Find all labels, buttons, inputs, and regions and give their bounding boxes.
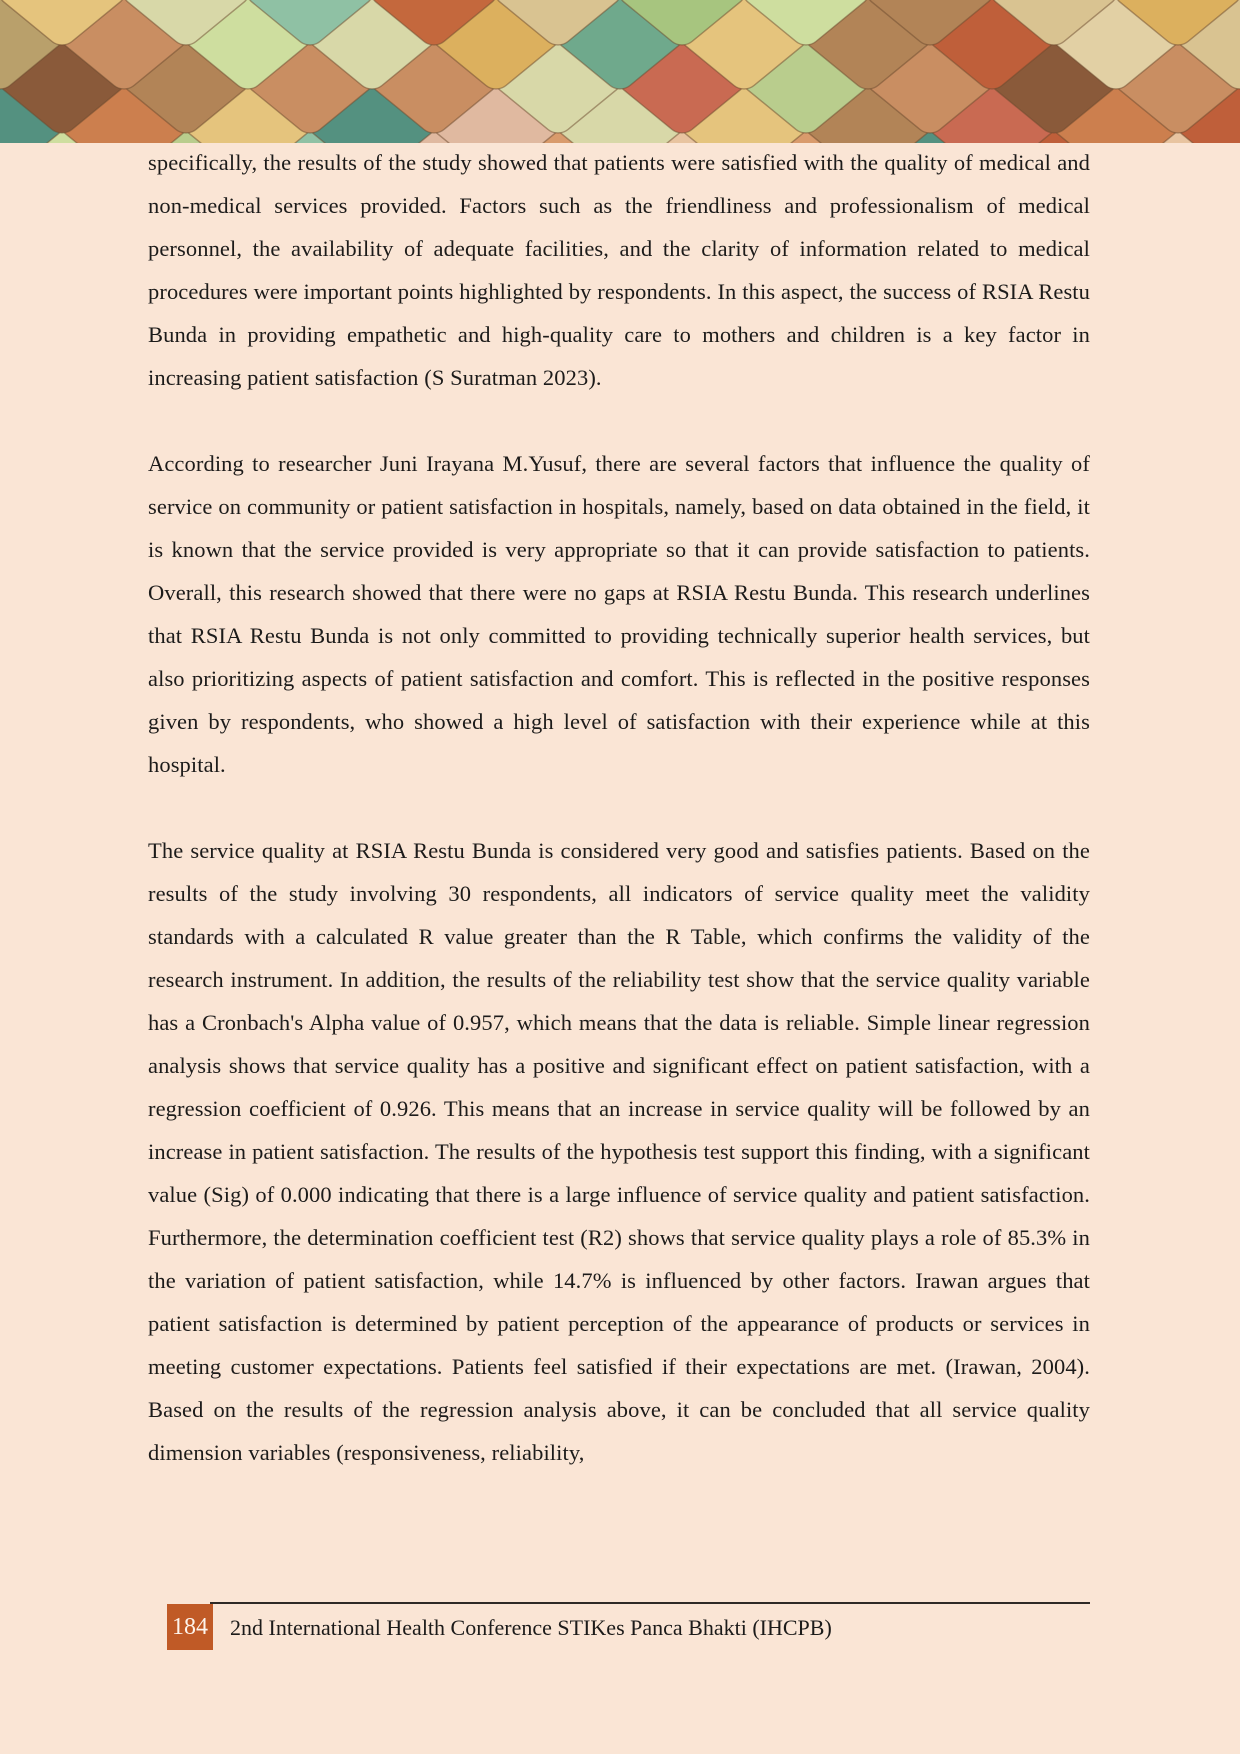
paragraph-1: specifically, the results of the study showed that patients were satisfied with the quality of medical and non-medical services provided. Factors such as the friendliness and professionalism of medical personnel, the availability of adequate facilities, and the clarity of information related to medical procedures were important points highlighted by respondents. In this aspect, the success of RSIA Restu Bunda in providing empathetic and high-quality care to mothers and children is a key factor in increasing patient satisfaction (S Suratman 2023).: [148, 150, 1090, 390]
footer-conference-title: 2nd International Health Conference STIKes Panca Bhakti (IHCPB): [230, 1615, 832, 1640]
header-decoration-pattern: [0, 0, 1240, 143]
paragraph-3: The service quality at RSIA Restu Bunda is considered very good and satisfies patients. Based on the results of the study involving 30 respondents, all indicators of service quality meet the validity standards with a calculated R value greater than the R Table, which confirms the validity of the research instrument. In addition, the results of the reliability test show that the service quality variable has a Cronbach's Alpha value of 0.957, which means that the data is reliable. Simple linear regression analysis shows that service quality has a positive and significant effect on patient satisfaction, with a regression coefficient of 0.926. This means that an increase in service quality will be followed by an increase in patient satisfaction. The results of the hypothesis test support this finding, with a significant value (Sig) of 0.000 indicating that there is a large influence of service quality and patient satisfaction. Furthermore, the determination coefficient test (R2) shows that service quality plays a role of 85.3% in the variation of patient satisfaction, while 14.7% is influenced by other factors. Irawan argues that patient satisfaction is determined by patient perception of the appearance of products or services in meeting customer expectations. Patients feel satisfied if their expectations are met. (Irawan, 2004). Based on the results of the regression analysis above, it can be concluded that all service quality dimension variables (responsiveness, reliability,: [148, 838, 1090, 1465]
page-number-badge: 184: [167, 1604, 213, 1650]
footer-divider: [210, 1602, 1090, 1604]
article-body: [148, 141, 1090, 1517]
paragraph-2: According to researcher Juni Irayana M.Yusuf, there are several factors that influence the quality of service on community or patient satisfaction in hospitals, namely, based on data obtained in the field, it is known that the service provided is very appropriate so that it can provide satisfaction to patients. Overall, this research showed that there were no gaps at RSIA Restu Bunda. This research underlines that RSIA Restu Bunda is not only committed to providing technically superior health services, but also prioritizing aspects of patient satisfaction and comfort. This is reflected in the positive responses given by respondents, who showed a high level of satisfaction with their experience while at this hospital.: [148, 451, 1090, 777]
